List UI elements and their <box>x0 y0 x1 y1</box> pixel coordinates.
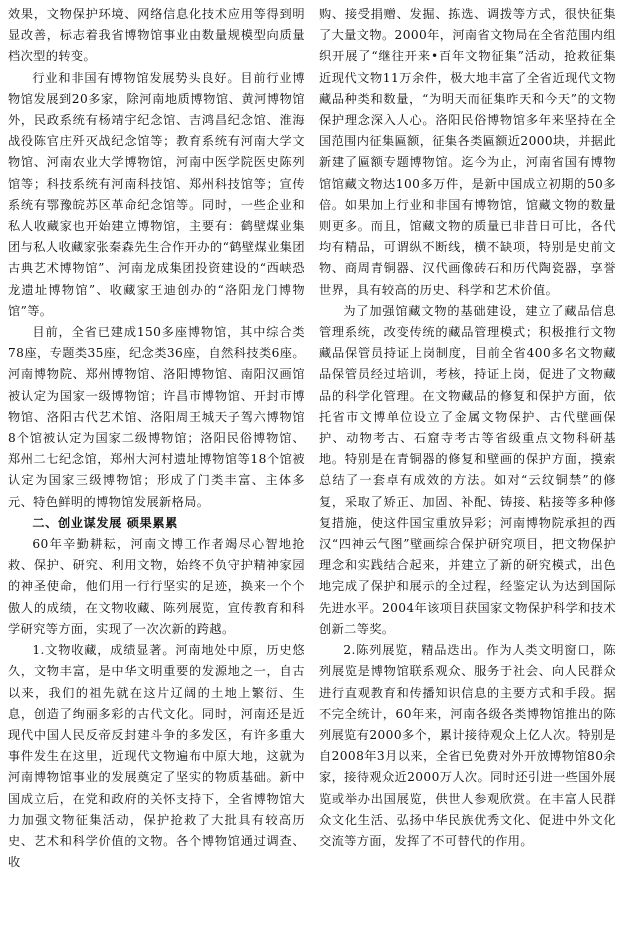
paragraph-preservation: 为了加强馆藏文物的基础建设，建立了藏品信息管理系统，改变传统的藏品管理模式；积极推行文物藏品保管员持证上岗制度，目前全省400多名文物藏品保管员经过培训，考核，持证上岗，促进了文物藏品的科学化管理。在文物藏品的修复和保护方面，依托省市文博单位设立了金属文物保护、古代壁画保护、动物考古、石窟寺考古等省级重点文物科研基地。特别是在青铜器的修复和壁画的保护方面，摸索总结了一套卓有成效的方法。如对“云纹铜禁”的修复，采取了矫正、加固、补配、铸接、粘接等多种修复措施，使这件国宝重放异彩；河南博物院承担的西汉“四神云气图”壁画综合保护研究项目，把文物保护理念和实践结合起来，并建立了新的研究模式，出色地完成了保护和展示的全过程，经鉴定认为达到国际先进水平。2004年该项目获国家文物保护科学和技术创新二等奖。 <box>319 303 616 636</box>
paragraph-section-intro: 60年辛勤耕耘，河南文博工作者竭尽心智地抢救、保护、研究、利用文物，始终不负守护精神家园的神圣使命，他们用一行行坚实的足迹，换来一个个傲人的成绩，在文物收藏、陈列展览，宣传教育和科学研究等方面，实现了一次次新的跨越。 <box>8 537 305 636</box>
paragraph-current-status: 目前，全省已建成150多座博物馆，其中综合类78座，专题类35座，纪念类36座，自然科技类6座。河南博物院、郑州博物馆、洛阳博物馆、南阳汉画馆被认定为国家一级博物馆；许昌市博物馆、开封市博物馆、洛阳古代艺术馆、洛阳周王城天子驾六博物馆8个馆被认定为国家二级博物馆；洛阳民俗博物馆、郑州二七纪念馆，郑州大河村遗址博物馆等18个馆被认定为国家三级博物馆；形成了门类丰富、主体多元、特色鲜明的博物馆发展新格局。 <box>8 325 305 509</box>
paragraph-exhibitions: 2.陈列展览，精品迭出。作为人类文明窗口，陈列展览是博物馆联系观众、服务于社会、向人民群众进行直观教育和传播知识信息的主要方式和手段。据不完全统计，60年来，河南各级各类博物馆推出的陈列展览有2000多个，累计接待观众上亿人次。特别是自2008年3月以来，全省已免费对外开放博物馆80余家，接待观众近2000万人次。同时还引进一些国外展览或举办出国展览，供世人参观欣赏。在丰富人民群众文化生活、弘扬中华民族优秀文化、促进中外文化交流等方面，发挥了不可替代的作用。 <box>319 643 616 848</box>
right-column <box>319 4 616 935</box>
section-heading: 二、创业谋发展 硕果累累 <box>32 515 178 530</box>
paragraph-collection-continued: 购、接受捐赠、发掘、拣选、调拨等方式，很快征集了大量文物。2000年，河南省文物局在全省范围内组织开展了“继往开来•百年文物征集”活动，抢救征集近现代文物11万余件，极大地丰富了全省近现代文物藏品种类和数量，“为明天而征集昨天和今天”的文物保护理念深入人心。洛阳民俗博物馆多年来坚持在全国范围内征集匾额，征集各类匾额近2000块，并据此新建了匾额专题博物馆。迄今为止，河南省国有博物馆馆藏文物达100多万件，是新中国成立初期的50多倍。如果加上行业和非国有博物馆，馆藏文物的数量则更多。而且，馆藏文物的质量已非昔日可比，各代均有精品，可谓纵不断线，横不缺项，特别是史前文物、商周青铜器、汉代画像砖石和历代陶瓷器，享誉世界，具有较高的历史、科学和艺术价值。 <box>319 7 616 297</box>
left-column <box>8 4 305 935</box>
paragraph-industry-museums: 行业和非国有博物馆发展势头良好。目前行业博物馆发展到20多家，除河南地质博物馆、黄河博物馆外，民政系统有杨靖宇纪念馆、吉鸿昌纪念馆、淮海战役陈官庄歼灭战纪念馆等；教育系统有河南大学文物馆、河南农业大学博物馆，河南中医学院医史陈列馆等；科技系统有河南科技馆、郑州科技馆等；宣传系统有鄂豫皖苏区革命纪念馆等。同时，一些企业和私人收藏家也开始建立博物馆，主要有：鹤壁煤业集团与私人收藏家张秦森先生合作开办的“鹤壁煤业集团古典艺术博物馆”、河南龙成集团投资建设的“西峡恐龙遗址博物馆”、收藏家王迪创办的“洛阳龙门博物馆”等。 <box>8 70 305 318</box>
paragraph-continuation: 效果，文物保护环境、网络信息化技术应用等得到明显改善，标志着我省博物馆事业由数量规模型向质量档次型的转变。 <box>8 7 305 64</box>
paragraph-collection: 1.文物收藏，成绩显著。河南地处中原，历史悠久，文物丰富，是中华文明重要的发源地之一，自古以来，我们的祖先就在这片辽阔的土地上繁衍、生息，创造了绚丽多彩的古代文化。同时，河南还是近现代中国人民反帝反封建斗争的多发区，有许多重大事件发生在这里，近现代文物遍布中原大地，这就为河南博物馆事业的发展奠定了坚实的物质基础。新中国成立后，在党和政府的关怀支持下，全省博物馆大力加强文物征集活动，保护抢救了大批具有较高历史、艺术和科学价值的文物。各个博物馆通过调查、收 <box>8 643 305 870</box>
